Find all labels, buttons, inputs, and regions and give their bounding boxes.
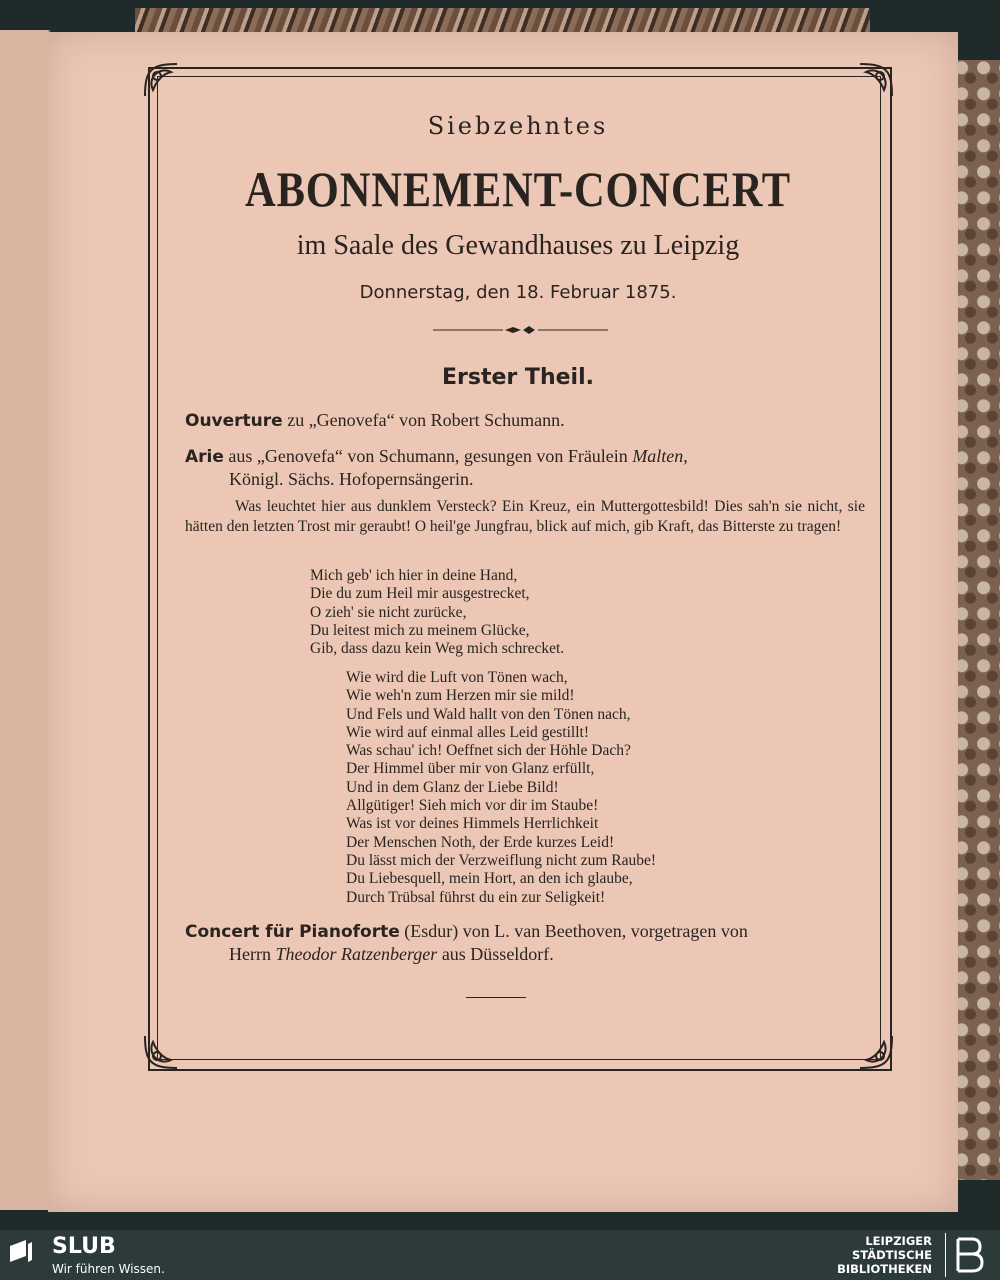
item-type: Arie xyxy=(185,447,224,467)
item-type: Ouverture xyxy=(185,411,283,431)
end-rule xyxy=(466,997,526,998)
item-text: (Esdur) von L. van Beethoven, vorgetragen von xyxy=(404,921,748,941)
venue: im Saale des Gewandhauses zu Leipzig xyxy=(296,230,740,261)
corner-ornament-bottom-left xyxy=(141,1032,181,1072)
verse-line: Du leitest mich zu meinem Glücke, xyxy=(310,621,530,639)
performer-prefix: Herrn xyxy=(229,944,271,964)
lsb-line: BIBLIOTHEKEN xyxy=(837,1262,932,1276)
singer-name: Malten, xyxy=(632,446,688,466)
left-page-edge xyxy=(0,30,50,1210)
library-footer xyxy=(0,1230,1000,1280)
verse-line: Wie wird auf einmal alles Leid gestillt! xyxy=(346,723,589,741)
verse-line: Gib, dass dazu kein Weg mich schrecket. xyxy=(310,640,565,658)
verse-line: Die du zum Heil mir ausgestrecket, xyxy=(310,585,530,603)
lsb-logo-icon[interactable] xyxy=(945,1233,990,1277)
program-item-overture xyxy=(185,409,865,432)
aria-verse-1 xyxy=(310,567,564,658)
verse-line: Mich geb' ich hier in deine Hand, xyxy=(310,567,518,584)
item-type: Concert für Pianoforte xyxy=(185,922,400,942)
verse-line: Der Himmel über mir von Glanz erfüllt, xyxy=(346,760,595,778)
item-text: zu „Genovefa“ von Robert Schumann. xyxy=(287,410,565,430)
program-item-aria xyxy=(185,445,865,490)
concert-number: Siebzehntes xyxy=(427,112,609,140)
verse-line: Der Menschen Noth, der Erde kurzes Leid! xyxy=(346,833,615,851)
verse-line: Was schau' ich! Oeffnet sich der Höhle Dach? xyxy=(346,742,631,760)
verse-line: Du Liebesquell, mein Hort, an den ich glaube, xyxy=(346,870,633,888)
item-continuation xyxy=(185,943,865,965)
page-title: ABONNEMENT-CONCERT xyxy=(245,161,791,217)
corner-ornament-bottom-right xyxy=(856,1032,896,1072)
corner-ornament-top-right xyxy=(856,60,896,100)
lsb-name[interactable] xyxy=(837,1234,932,1276)
verse-line: O zieh' sie nicht zurücke, xyxy=(310,603,467,621)
program-item-concerto xyxy=(185,920,865,965)
performer-origin: aus Düsseldorf. xyxy=(441,944,554,964)
lsb-line: LEIPZIGER xyxy=(865,1234,932,1248)
verse-line: Allgütiger! Sieh mich vor dir im Staube! xyxy=(346,797,599,815)
aria-verse-2 xyxy=(346,669,656,907)
corner-ornament-top-left xyxy=(141,60,181,100)
lsb-line: STÄDTISCHE xyxy=(851,1248,932,1262)
aria-recitative: Was leuchtet hier aus dunklem Versteck? Ein Kreuz, ein Muttergottesbild! Dies sah'n sie nicht, sie hätten den letzten Trost mir geraubt! O heil'ge Jungfrau, blick auf mich, gib Kraft, das Bitterste zu tragen! xyxy=(185,498,865,535)
item-text: aus „Genovefa“ von Schumann, gesungen von Fräulein xyxy=(228,446,628,466)
slub-name[interactable]: SLUB xyxy=(52,1234,116,1259)
ornamental-divider xyxy=(433,325,608,335)
program-page xyxy=(48,32,958,1212)
slub-tagline: Wir führen Wissen. xyxy=(52,1262,165,1276)
slub-logo-icon[interactable] xyxy=(8,1238,34,1264)
verse-line: Durch Trübsal führst du ein zur Seligkeit! xyxy=(346,888,606,906)
verse-line: Was ist vor deines Himmels Herrlichkeit xyxy=(346,815,599,833)
verse-line: Wie weh'n zum Herzen mir sie mild! xyxy=(346,687,575,705)
item-continuation: Königl. Sächs. Hofopernsängerin. xyxy=(229,469,474,489)
verse-line: Und in dem Glanz der Liebe Bild! xyxy=(346,778,559,796)
concert-date: Donnerstag, den 18. Februar 1875. xyxy=(359,282,677,303)
part-heading: Erster Theil. xyxy=(442,365,594,390)
verse-line: Wie wird die Luft von Tönen wach, xyxy=(346,669,568,686)
performer-name: Theodor Ratzenberger xyxy=(275,944,438,964)
verse-line: Du lässt mich der Verzweiflung nicht zum Raube! xyxy=(346,851,657,869)
marbled-edge-right xyxy=(955,60,1000,1180)
marbled-edge-top xyxy=(135,8,870,34)
verse-line: Und Fels und Wald hallt von den Tönen nach, xyxy=(346,705,631,723)
